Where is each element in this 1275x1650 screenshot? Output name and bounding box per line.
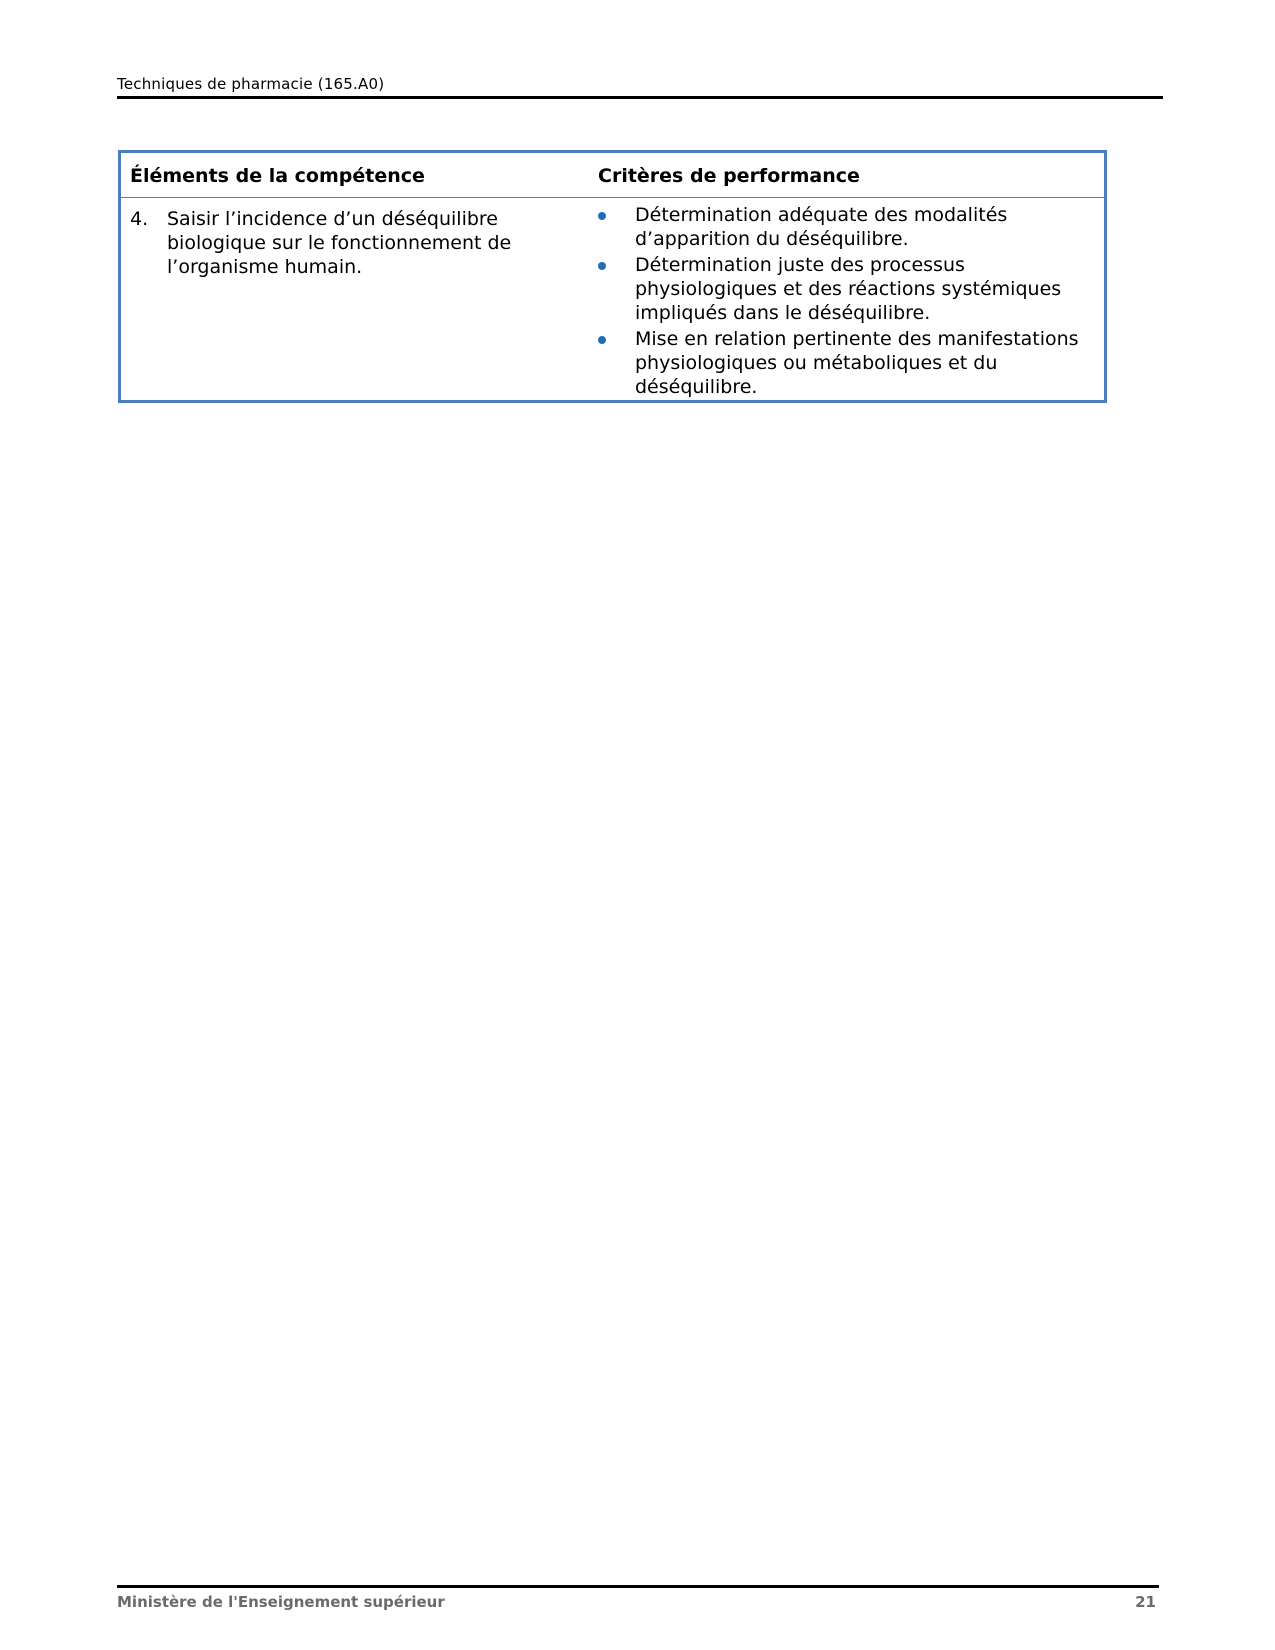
page-number: 21 <box>1135 1593 1156 1611</box>
element-text: Saisir l’incidence d’un déséquilibre biologique sur le fonctionnement de l’organisme humain. <box>167 208 512 278</box>
criteria-item <box>598 327 1098 399</box>
bullet-icon <box>598 262 606 270</box>
bullet-icon <box>598 336 606 344</box>
criteria-text: Détermination adéquate des modalités d’apparition du déséquilibre. <box>635 204 1008 250</box>
table-header-row <box>121 153 1104 198</box>
criteria-text: Détermination juste des processus physiologiques et des réactions systémiques impliqués dans le déséquilibre. <box>635 254 1062 324</box>
header-rule <box>117 96 1163 99</box>
footer-rule <box>117 1585 1159 1588</box>
criteria-item <box>598 253 1098 325</box>
column-header-criteria: Critères de performance <box>598 165 860 187</box>
criteria-item <box>598 203 1098 251</box>
competence-table <box>118 150 1107 403</box>
bullet-icon <box>598 212 606 220</box>
footer-ministry: Ministère de l'Enseignement supérieur <box>117 1593 445 1611</box>
criteria-list <box>598 203 1098 401</box>
column-header-elements: Éléments de la compétence <box>130 165 425 187</box>
running-header: Techniques de pharmacie (165.A0) <box>117 75 385 93</box>
element-number: 4. <box>130 208 149 230</box>
criteria-text: Mise en relation pertinente des manifestations physiologiques ou métaboliques et du déséquilibre. <box>635 328 1079 398</box>
